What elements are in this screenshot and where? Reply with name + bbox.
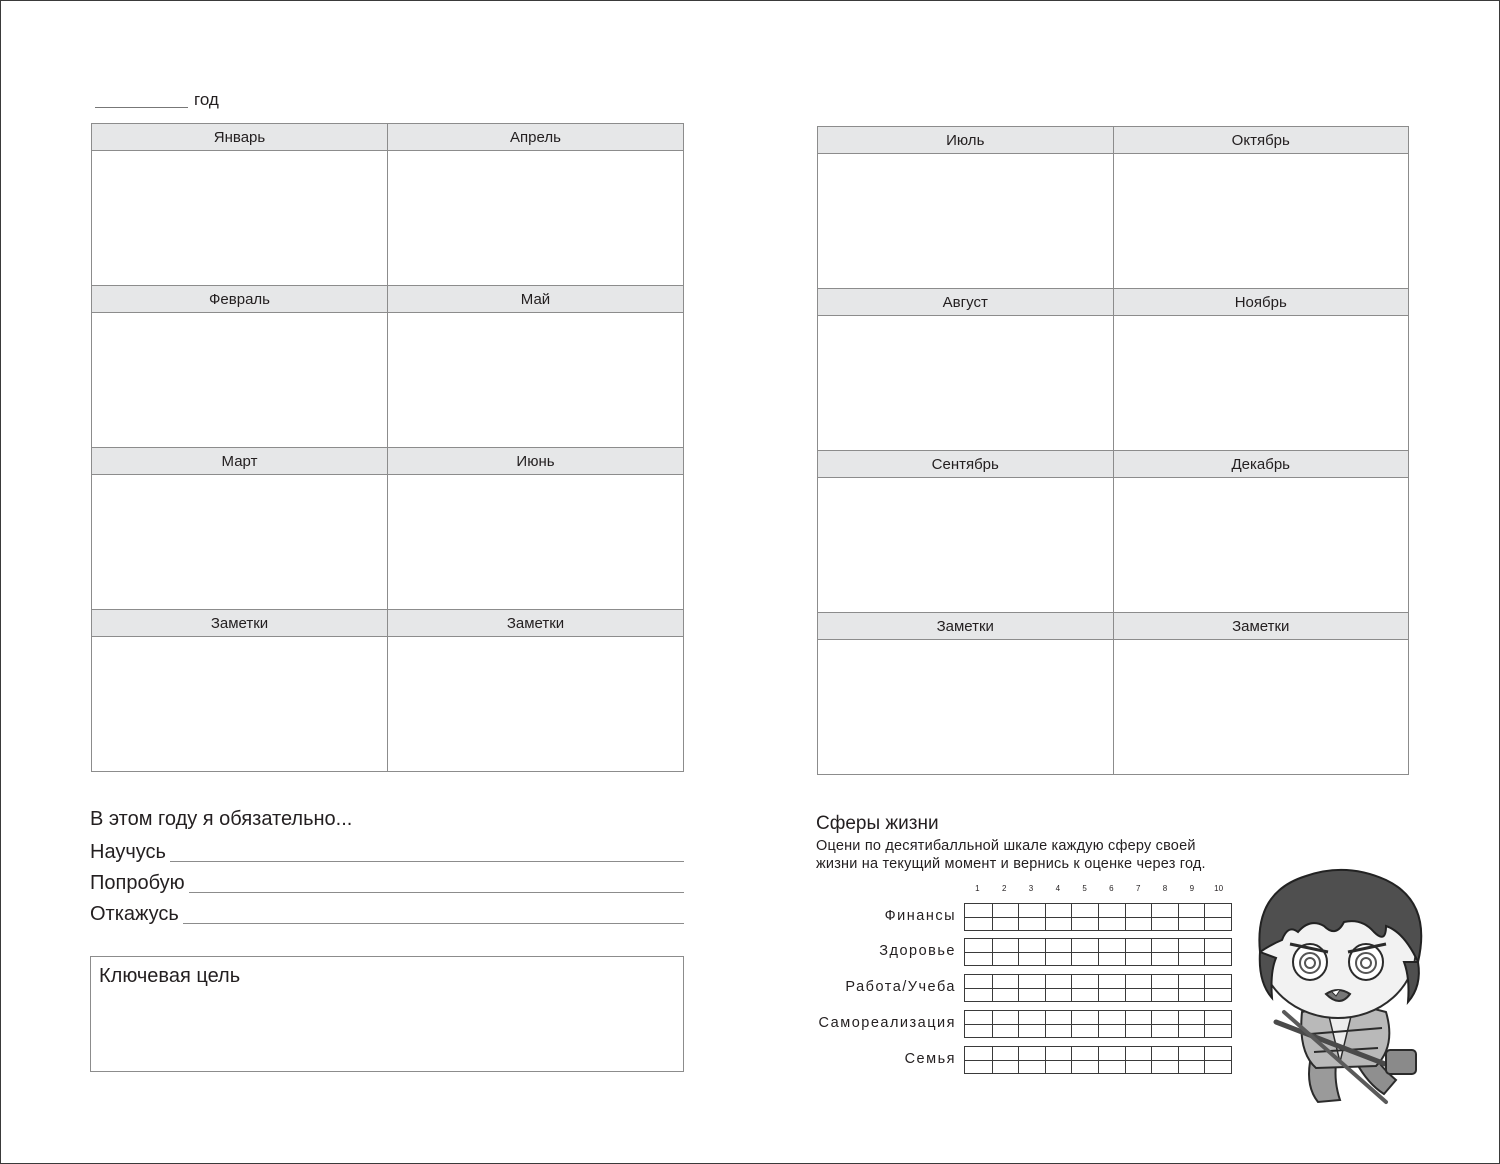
sphere-label: Семья (904, 1051, 956, 1067)
month-cell-july[interactable] (818, 154, 1114, 289)
notes-cell-right-2[interactable] (1113, 640, 1409, 775)
month-header-february: Февраль (92, 286, 388, 313)
month-header-august: Август (818, 289, 1114, 316)
sphere-label: Финансы (884, 908, 956, 924)
month-header-june: Июнь (388, 448, 684, 475)
intention-label: Откажусь (90, 903, 183, 926)
key-goal-box[interactable] (90, 956, 684, 1072)
sphere-rating-boxes[interactable] (964, 1046, 1232, 1074)
scale-number: 2 (1001, 884, 1007, 893)
month-cell-march[interactable] (92, 475, 388, 610)
month-cell-december[interactable] (1113, 478, 1409, 613)
rating-row-divider (965, 988, 1231, 989)
month-cell-april[interactable] (388, 151, 684, 286)
month-cell-february[interactable] (92, 313, 388, 448)
chibi-character-illustration-icon (1236, 862, 1446, 1108)
scale-number: 9 (1189, 884, 1195, 893)
month-header-april: Апрель (388, 124, 684, 151)
sphere-label: Здоровье (879, 943, 956, 959)
intention-label: Научусь (90, 841, 170, 864)
month-header-january: Январь (92, 124, 388, 151)
notes-header-left-1: Заметки (92, 610, 388, 637)
month-cell-august[interactable] (818, 316, 1114, 451)
notes-header-right-2: Заметки (1113, 613, 1409, 640)
right-months-grid (817, 126, 1409, 775)
month-cell-october[interactable] (1113, 154, 1409, 289)
scale-number: 8 (1162, 884, 1168, 893)
spheres-description: Оцени по десятибалльной шкале каждую сферу своей жизни на текущий момент и вернись к оценке через год. (816, 838, 1206, 872)
scale-number: 7 (1135, 884, 1141, 893)
sphere-rating-boxes[interactable] (964, 903, 1232, 931)
intention-row-learn[interactable] (90, 834, 684, 862)
key-goal-label: Ключевая цель (99, 965, 241, 987)
intention-line[interactable] (90, 861, 684, 862)
sphere-rating-boxes[interactable] (964, 938, 1232, 966)
sphere-label: Самореализация (818, 1015, 956, 1031)
month-cell-september[interactable] (818, 478, 1114, 613)
rating-row-divider (965, 917, 1231, 918)
sphere-row-family (816, 1046, 1232, 1074)
month-header-december: Декабрь (1113, 451, 1409, 478)
scale-numbers (964, 884, 1232, 896)
rating-row-divider (965, 1060, 1231, 1061)
scale-number: 3 (1028, 884, 1034, 893)
sphere-label: Работа/Учеба (845, 979, 956, 995)
month-header-july: Июль (818, 127, 1114, 154)
notes-cell-left-1[interactable] (92, 637, 388, 772)
sphere-row-work (816, 974, 1232, 1002)
month-header-march: Март (92, 448, 388, 475)
notes-header-left-2: Заметки (388, 610, 684, 637)
scale-number: 4 (1055, 884, 1061, 893)
sphere-rating-boxes[interactable] (964, 974, 1232, 1002)
spheres-title: Сферы жизни (816, 813, 939, 834)
left-months-grid (91, 123, 684, 772)
scale-number: 6 (1109, 884, 1114, 893)
month-cell-november[interactable] (1113, 316, 1409, 451)
month-cell-may[interactable] (388, 313, 684, 448)
month-cell-june[interactable] (388, 475, 684, 610)
notes-cell-left-2[interactable] (388, 637, 684, 772)
month-header-october: Октябрь (1113, 127, 1409, 154)
intention-label: Попробую (90, 872, 189, 895)
month-header-may: Май (388, 286, 684, 313)
month-header-september: Сентябрь (818, 451, 1114, 478)
scale-number: 5 (1082, 884, 1087, 893)
sphere-row-finance (816, 903, 1232, 931)
sphere-rating-boxes[interactable] (964, 1010, 1232, 1038)
year-label: год (194, 90, 219, 109)
month-header-november: Ноябрь (1113, 289, 1409, 316)
intentions-title: В этом году я обязательно... (90, 808, 353, 830)
notes-header-right-1: Заметки (818, 613, 1114, 640)
intention-row-try[interactable] (90, 865, 684, 893)
year-input-line[interactable] (95, 107, 188, 108)
intention-row-refuse[interactable] (90, 896, 684, 924)
rating-row-divider (965, 952, 1231, 953)
notes-cell-right-1[interactable] (818, 640, 1114, 775)
rating-row-divider (965, 1024, 1231, 1025)
sphere-row-self-realization (816, 1010, 1232, 1038)
sphere-row-health (816, 938, 1232, 966)
month-cell-january[interactable] (92, 151, 388, 286)
scale-number: 1 (975, 884, 980, 893)
scale-number: 10 (1214, 884, 1224, 893)
